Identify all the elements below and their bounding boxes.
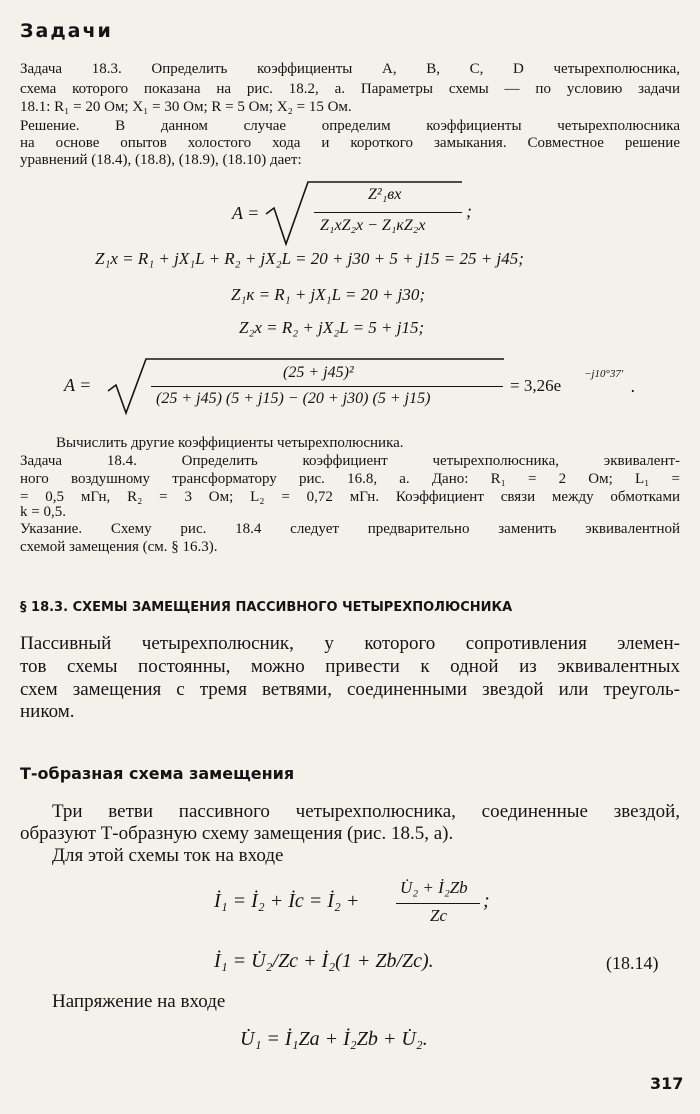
formula-a-numeric-result: = 3,26e [510, 376, 562, 395]
t-scheme-para-line-1: Три ветви пассивного четырехполюсника, соединенные звездой, [52, 801, 680, 822]
equation-current-denominator: Zc [430, 906, 447, 925]
problem-18-4-line-0: Вычислить другие коэффициенты четырехполюсника. [56, 435, 404, 451]
t-scheme-para-line-4: Напряжение на входе [52, 991, 226, 1012]
t-scheme-para-line-2: образуют Т-образную схему замещения (рис. 18.5, а). [20, 823, 454, 844]
formula-a-fraction-bar [314, 212, 462, 213]
formula-a-numerator: Z²₁вх [368, 186, 402, 203]
formula-a-denominator: Z₁хZ₂х − Z₁кZ₂х [320, 217, 426, 234]
section-18-3-para-line-3: схем замещения с тремя ветвями, соединенными звездой или треуголь- [20, 679, 680, 700]
formula-a-radical [262, 178, 467, 248]
formula-a-numeric-tail: . [631, 376, 636, 396]
formula-a-tail: ; [466, 201, 472, 221]
problem-18-4-line-1: Задача 18.4. Определить коэффициент четырехполюсника, эквивалент- [20, 453, 680, 469]
formula-z1k: Z₁к = R₁ + jX₁L = 20 + j30; [231, 285, 426, 304]
formula-a-numeric-denominator: (25 + j45) (5 + j15) − (20 + j30) (5 + j15) [156, 390, 431, 407]
equation-voltage-input: U̇₁ = İ₁Za + İ₂Zb + U̇₂. [240, 1028, 428, 1050]
equation-current-lhs: İ₁ = İ₂ + İc = İ₂ + [214, 890, 360, 912]
problem-18-4-line-3: = 0,5 мГн, R₂ = 3 Ом; L₂ = 0,72 мГн. Коэффициент связи между обмотками [20, 489, 680, 505]
problem-18-4-line-2: ного воздушному трансформатору рис. 16.8, а. Дано: R₁ = 2 Ом; L₁ = [20, 471, 680, 487]
formula-a-numeric-fraction-bar [151, 386, 503, 387]
equation-current-fraction-bar [396, 903, 480, 904]
section-18-3-para-line-1: Пассивный четырехполюсник, у которого сопротивления элемен- [20, 633, 680, 654]
equation-current-numerator: U̇₂ + İ₂Zb [400, 878, 468, 897]
t-scheme-para-line-3: Для этой схемы ток на входе [52, 845, 284, 866]
formula-a-numeric-numerator: (25 + j45)² [283, 364, 354, 381]
formula-a-numeric-exponent: −j10°37′ [584, 368, 624, 380]
problem-18-3-line-6: уравнений (18.4), (18.8), (18.9), (18.10) дает: [20, 152, 302, 168]
problem-18-3-line-1: Задача 18.3. Определить коэффициенты A, B, C, D четырехполюсника, [20, 61, 680, 77]
equation-18-14: İ₁ = U̇₂/Zc + İ₂(1 + Zb/Zc). [214, 950, 434, 972]
problem-18-4-line-5: Указание. Схему рис. 18.4 следует предварительно заменить эквивалентной [20, 521, 680, 537]
section-18-3-para-line-4: ником. [20, 701, 75, 722]
problem-18-3-line-4: Решение. В данном случае определим коэффициенты четырехполюсника [20, 118, 680, 134]
t-scheme-title: Т-образная схема замещения [20, 764, 295, 783]
problem-18-4-line-6: схемой замещения (см. § 16.3). [20, 539, 218, 555]
equation-current-tail: ; [483, 890, 490, 912]
problem-18-4-line-4: k = 0,5. [20, 504, 66, 520]
equation-number-18-14: (18.14) [606, 953, 659, 973]
problem-18-3-line-2: схема которого показана на рис. 18.2, а. Параметры схемы — по условию задачи [20, 81, 680, 97]
formula-a-lhs: A = [232, 203, 260, 223]
formula-z1x: Z₁х = R₁ + jX₁L + R₂ + jX₂L = 20 + j30 + 5 + j15 = 25 + j45; [95, 249, 524, 268]
section-18-3-para-line-2: тов схемы постоянны, можно привести к одной из эквивалентных [20, 656, 680, 677]
page-number: 317 [650, 1074, 684, 1093]
section-18-3-title: § 18.3. СХЕМЫ ЗАМЕЩЕНИЯ ПАССИВНОГО ЧЕТЫРЕХПОЛЮСНИКА [20, 600, 513, 615]
formula-z2x: Z₂х = R₂ + jX₂L = 5 + j15; [239, 318, 425, 337]
problem-18-3-line-5: на основе опытов холостого хода и короткого замыкания. Совместное решение [20, 135, 680, 151]
section-heading: Задачи [20, 20, 113, 42]
problem-18-3-line-3: 18.1: R₁ = 20 Ом; X₁ = 30 Ом; R = 5 Ом; X₂ = 15 Ом. [20, 99, 352, 115]
formula-a-numeric-lhs: A = [64, 375, 92, 395]
